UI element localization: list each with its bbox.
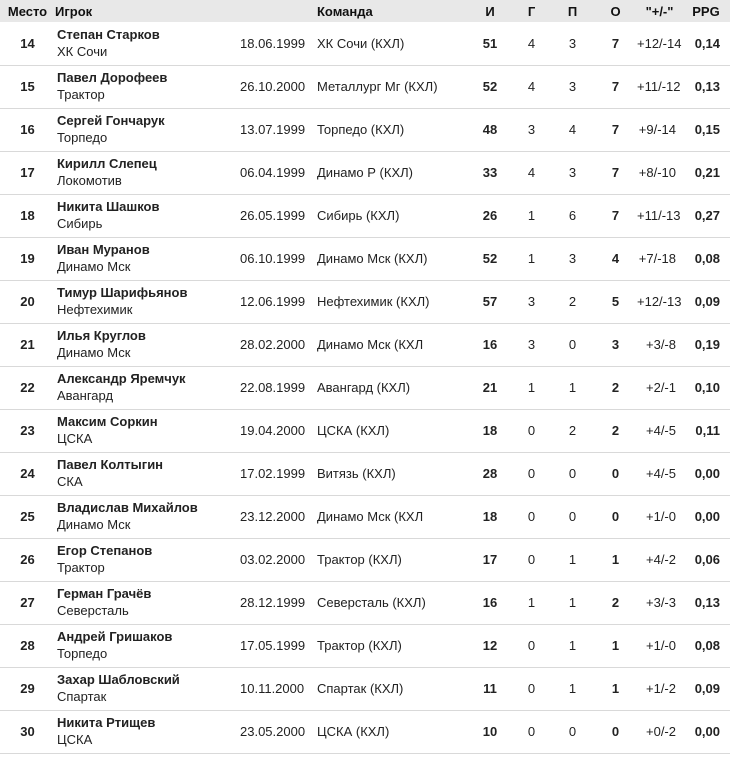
goals-cell: 4	[527, 35, 536, 51]
points-cell: 2	[611, 380, 620, 395]
player-club-link[interactable]: Динамо Мск	[57, 517, 131, 532]
ppg-cell: 0,09	[694, 294, 720, 309]
player-name-link[interactable]: Егор Степанов	[57, 543, 153, 558]
ppg-cell: 0,19	[694, 337, 720, 352]
table-row	[0, 624, 730, 667]
plusminus-cell: +4/-5	[646, 466, 676, 481]
player-cell	[55, 538, 240, 581]
rank-cell: 24	[20, 466, 35, 481]
points-cell: 7	[611, 79, 620, 94]
team-cell: Динамо Р (КХЛ)	[317, 165, 413, 180]
birthdate-cell: 28.02.2000	[240, 337, 306, 352]
team-cell: Трактор (КХЛ)	[317, 552, 402, 567]
assists-cell: 1	[568, 681, 577, 696]
ppg-cell: 0,27	[694, 208, 720, 223]
player-name-link[interactable]: Андрей Гришаков	[57, 629, 173, 644]
ppg-cell: 0,08	[694, 638, 720, 653]
plusminus-cell: +3/-3	[646, 595, 676, 610]
assists-cell: 1	[568, 552, 577, 567]
points-cell: 1	[611, 638, 620, 653]
rank-cell: 26	[20, 552, 35, 567]
rank-cell: 19	[20, 251, 35, 266]
player-cell	[55, 452, 240, 495]
player-cell	[55, 323, 240, 366]
rank-cell: 14	[20, 35, 35, 51]
table-row	[0, 22, 730, 65]
player-name-link[interactable]: Максим Соркин	[57, 414, 158, 429]
player-name-link[interactable]: Никита Ртищев	[57, 715, 156, 730]
player-cell	[55, 237, 240, 280]
player-name-link[interactable]: Степан Старков	[57, 26, 160, 42]
ppg-cell: 0,15	[694, 122, 720, 137]
player-name-link[interactable]: Герман Грачёв	[57, 586, 152, 601]
team-cell: Авангард (КХЛ)	[317, 380, 411, 395]
table-header-row	[0, 0, 730, 22]
birthdate-cell: 13.07.1999	[240, 122, 306, 137]
plusminus-cell: +3/-8	[646, 337, 676, 352]
ppg-cell: 0,14	[694, 35, 720, 51]
team-cell: Динамо Мск (КХЛ)	[317, 251, 428, 266]
assists-cell: 1	[568, 638, 577, 653]
player-cell	[55, 409, 240, 452]
team-cell: ЦСКА (КХЛ)	[317, 423, 390, 438]
ppg-cell: 0,00	[694, 509, 720, 524]
plusminus-cell: +11/-12	[637, 79, 681, 94]
games-cell: 48	[482, 122, 498, 137]
team-cell: Спартак (КХЛ)	[317, 681, 404, 696]
goals-cell: 3	[527, 294, 536, 309]
plusminus-cell: +1/-0	[646, 638, 676, 653]
player-name-link[interactable]: Илья Круглов	[57, 328, 146, 343]
header-goals[interactable]: Г	[512, 0, 551, 22]
assists-cell: 1	[568, 380, 577, 395]
games-cell: 52	[482, 251, 498, 266]
team-cell: Сибирь (КХЛ)	[317, 208, 400, 223]
rank-cell: 25	[20, 509, 35, 524]
player-name-link[interactable]: Павел Дорофеев	[57, 70, 168, 85]
assists-cell: 3	[568, 35, 577, 51]
goals-cell: 0	[527, 638, 536, 653]
ppg-cell: 0,09	[694, 681, 720, 696]
player-cell	[55, 65, 240, 108]
player-club-link[interactable]: Северсталь	[57, 603, 129, 618]
team-cell: Динамо Мск (КХЛ	[317, 509, 424, 524]
birthdate-cell: 18.06.1999	[240, 35, 306, 51]
goals-cell: 3	[527, 122, 536, 137]
player-cell	[55, 22, 240, 65]
birthdate-cell: 19.04.2000	[240, 423, 306, 438]
birthdate-cell: 06.10.1999	[240, 251, 306, 266]
plusminus-cell: +4/-5	[646, 423, 676, 438]
assists-cell: 0	[568, 509, 577, 524]
games-cell: 18	[482, 423, 498, 438]
table-row	[0, 237, 730, 280]
games-cell: 33	[482, 165, 498, 180]
player-club-link[interactable]: Торпедо	[57, 646, 108, 661]
games-cell: 11	[483, 681, 497, 696]
games-cell: 16	[482, 337, 498, 352]
header-dob-blank	[240, 0, 317, 22]
points-cell: 0	[611, 509, 620, 524]
ppg-cell: 0,06	[694, 552, 720, 567]
points-cell: 7	[611, 35, 620, 51]
team-cell: ЦСКА (КХЛ)	[317, 724, 390, 739]
rank-cell: 17	[20, 165, 35, 180]
points-cell: 7	[611, 122, 620, 137]
table-row	[0, 538, 730, 581]
birthdate-cell: 23.12.2000	[240, 509, 306, 524]
goals-cell: 0	[527, 552, 536, 567]
player-club-link[interactable]: Трактор	[57, 87, 105, 102]
player-cell	[55, 495, 240, 538]
header-ppg[interactable]: PPG	[682, 0, 730, 22]
assists-cell: 1	[568, 595, 577, 610]
assists-cell: 3	[568, 79, 577, 94]
points-cell: 2	[611, 423, 620, 438]
goals-cell: 4	[527, 165, 536, 180]
goals-cell: 1	[527, 595, 536, 610]
goals-cell: 1	[527, 251, 536, 266]
goals-cell: 1	[527, 208, 536, 223]
header-games[interactable]: И	[468, 0, 512, 22]
ppg-cell: 0,13	[694, 79, 720, 94]
assists-cell: 3	[568, 251, 577, 266]
goals-cell: 4	[527, 79, 536, 94]
rank-cell: 30	[20, 724, 35, 739]
player-cell	[55, 366, 240, 409]
goals-cell: 0	[527, 466, 536, 481]
points-cell: 0	[611, 466, 620, 481]
games-cell: 16	[482, 595, 498, 610]
header-plusminus[interactable]: "+/-"	[637, 0, 682, 22]
plusminus-cell: +4/-2	[646, 552, 676, 567]
birthdate-cell: 26.10.2000	[240, 79, 306, 94]
player-name-link[interactable]: Кирилл Слепец	[57, 156, 157, 171]
rank-cell: 29	[20, 681, 35, 696]
player-club-link[interactable]: Трактор	[57, 560, 105, 575]
table-row	[0, 65, 730, 108]
player-name-link[interactable]: Павел Колтыгин	[57, 457, 164, 472]
birthdate-cell: 22.08.1999	[240, 380, 306, 395]
rank-cell: 20	[20, 294, 35, 309]
player-name-link[interactable]: Захар Шабловский	[57, 672, 180, 687]
assists-cell: 0	[568, 724, 577, 739]
rank-cell: 15	[20, 79, 35, 94]
team-cell: Нефтехимик (КХЛ)	[317, 294, 430, 309]
games-cell: 28	[482, 466, 498, 481]
player-club-link[interactable]: Авангард	[57, 388, 114, 403]
player-cell	[55, 108, 240, 151]
goals-cell: 0	[527, 509, 536, 524]
player-name-link[interactable]: Сергей Гончарук	[57, 113, 165, 128]
team-cell: ХК Сочи (КХЛ)	[317, 35, 405, 51]
table-row	[0, 366, 730, 409]
birthdate-cell: 17.02.1999	[240, 466, 306, 481]
header-assists[interactable]: П	[551, 0, 594, 22]
plusminus-cell: +2/-1	[646, 380, 676, 395]
player-club-link[interactable]: ХК Сочи	[57, 43, 108, 59]
plusminus-cell: +9/-14	[638, 122, 676, 137]
ppg-cell: 0,00	[694, 724, 720, 739]
birthdate-cell: 23.05.2000	[240, 724, 306, 739]
player-club-link[interactable]: Локомотив	[57, 173, 122, 188]
points-cell: 7	[611, 165, 620, 180]
ppg-cell: 0,10	[694, 380, 720, 395]
table-row	[0, 495, 730, 538]
player-club-link[interactable]: Нефтехимик	[57, 302, 133, 317]
points-cell: 3	[611, 337, 620, 352]
rank-cell: 28	[20, 638, 35, 653]
plusminus-cell: +12/-14	[637, 35, 682, 51]
games-cell: 26	[482, 208, 498, 223]
player-cell	[55, 280, 240, 323]
birthdate-cell: 10.11.2000	[240, 681, 305, 696]
table-row	[0, 667, 730, 710]
player-cell	[55, 194, 240, 237]
player-name-link[interactable]: Александр Яремчук	[57, 371, 186, 386]
player-club-link[interactable]: Спартак	[57, 689, 107, 704]
player-club-link[interactable]: Торпедо	[57, 130, 108, 145]
rank-cell: 23	[20, 423, 35, 438]
team-cell: Трактор (КХЛ)	[317, 638, 402, 653]
points-cell: 5	[611, 294, 620, 309]
points-cell: 7	[611, 208, 620, 223]
birthdate-cell: 06.04.1999	[240, 165, 306, 180]
goals-cell: 0	[527, 724, 536, 739]
player-cell	[55, 667, 240, 710]
player-name-link[interactable]: Никита Шашков	[57, 199, 160, 214]
games-cell: 17	[482, 552, 498, 567]
goals-cell: 0	[527, 423, 536, 438]
ppg-cell: 0,13	[694, 595, 720, 610]
plusminus-cell: +12/-13	[637, 294, 682, 309]
assists-cell: 0	[568, 466, 577, 481]
assists-cell: 6	[568, 208, 577, 223]
rank-cell: 21	[20, 337, 35, 352]
team-cell: Торпедо (КХЛ)	[317, 122, 405, 137]
games-cell: 57	[482, 294, 498, 309]
player-club-link[interactable]: ЦСКА	[57, 431, 93, 446]
birthdate-cell: 26.05.1999	[240, 208, 306, 223]
table-row	[0, 409, 730, 452]
header-points[interactable]: О	[594, 0, 637, 22]
player-cell	[55, 151, 240, 194]
player-club-link[interactable]: ЦСКА	[57, 732, 93, 747]
team-cell: Динамо Мск (КХЛ	[317, 337, 424, 352]
points-cell: 2	[611, 595, 620, 610]
goals-cell: 3	[527, 337, 536, 352]
plusminus-cell: +8/-10	[638, 165, 676, 180]
team-cell: Витязь (КХЛ)	[317, 466, 396, 481]
player-club-link[interactable]: Сибирь	[57, 216, 103, 231]
table-row	[0, 151, 730, 194]
points-cell: 1	[611, 552, 620, 567]
ppg-cell: 0,11	[695, 423, 720, 438]
rank-cell: 22	[20, 380, 35, 395]
rank-cell: 16	[20, 122, 35, 137]
table-row	[0, 581, 730, 624]
player-cell	[55, 624, 240, 667]
plusminus-cell: +1/-0	[646, 509, 676, 524]
points-cell: 0	[611, 724, 620, 739]
table-row	[0, 452, 730, 495]
birthdate-cell: 03.02.2000	[240, 552, 306, 567]
plusminus-cell: +1/-2	[646, 681, 676, 696]
plusminus-cell: +11/-13	[637, 208, 681, 223]
assists-cell: 0	[568, 337, 577, 352]
player-club-link[interactable]: Динамо Мск	[57, 345, 131, 360]
points-cell: 4	[611, 251, 620, 266]
games-cell: 52	[482, 79, 498, 94]
goals-cell: 1	[527, 380, 536, 395]
player-name-link[interactable]: Владислав Михайлов	[57, 500, 198, 515]
player-name-link[interactable]: Иван Муранов	[57, 242, 150, 257]
table-row	[0, 194, 730, 237]
table-body	[0, 22, 730, 753]
ppg-cell: 0,08	[694, 251, 720, 266]
plusminus-cell: +7/-18	[638, 251, 676, 266]
birthdate-cell: 28.12.1999	[240, 595, 306, 610]
table-row	[0, 710, 730, 753]
points-cell: 1	[611, 681, 620, 696]
team-cell: Северсталь (КХЛ)	[317, 595, 426, 610]
games-cell: 18	[482, 509, 498, 524]
games-cell: 21	[482, 380, 498, 395]
player-club-link[interactable]: Динамо Мск	[57, 259, 131, 274]
games-cell: 10	[482, 724, 498, 739]
table-row	[0, 108, 730, 151]
header-team[interactable]: Команда	[317, 0, 468, 22]
player-cell	[55, 710, 240, 753]
assists-cell: 3	[568, 165, 577, 180]
rank-cell: 18	[20, 208, 35, 223]
assists-cell: 4	[568, 122, 577, 137]
header-rank[interactable]: Место	[0, 0, 55, 22]
player-club-link[interactable]: СКА	[57, 474, 83, 489]
plusminus-cell: +0/-2	[646, 724, 676, 739]
birthdate-cell: 17.05.1999	[240, 638, 306, 653]
birthdate-cell: 12.06.1999	[240, 294, 306, 309]
ppg-cell: 0,21	[694, 165, 720, 180]
ppg-cell: 0,00	[694, 466, 720, 481]
header-player[interactable]: Игрок	[55, 0, 240, 22]
player-name-link[interactable]: Тимур Шарифьянов	[57, 285, 188, 300]
assists-cell: 2	[568, 423, 577, 438]
goals-cell: 0	[527, 681, 536, 696]
table-row	[0, 323, 730, 366]
games-cell: 12	[482, 638, 498, 653]
player-cell	[55, 581, 240, 624]
assists-cell: 2	[568, 294, 577, 309]
games-cell: 51	[482, 35, 498, 51]
rank-cell: 27	[20, 595, 35, 610]
table-row	[0, 280, 730, 323]
team-cell: Металлург Мг (КХЛ)	[317, 79, 438, 94]
